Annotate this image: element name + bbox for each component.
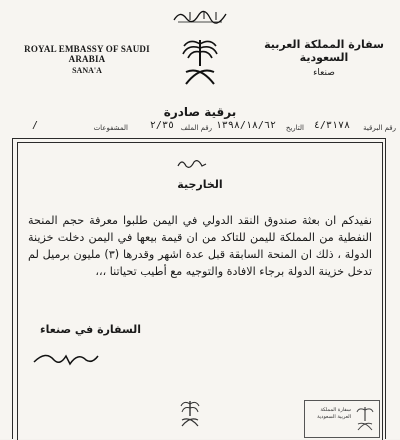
date-label: التاريخ [285, 124, 304, 132]
attachments-label: المشفوعات [93, 124, 128, 132]
stamp-emblem-icon [355, 405, 375, 433]
file-number-value: ٢/٣٥ [149, 120, 174, 131]
telegram-number-label: رقم البرقية [363, 124, 396, 132]
document-type-title: برقية صادرة [163, 105, 237, 119]
emblem-seal-icon [179, 398, 201, 430]
city-name-en: SANA'A [72, 66, 102, 75]
stamp-text: سفارة المملكة العربية السعودية [317, 407, 351, 420]
city-name-ar: صنعاء [313, 68, 335, 78]
embassy-stamp [304, 400, 380, 438]
file-number-label: رقم الملف [180, 124, 212, 132]
reference-row [0, 118, 400, 140]
embassy-name-en: ROYAL EMBASSY OF SAUDI ARABIA [24, 44, 150, 64]
date-value: ١٣٩٨/١٨/٦٢ [215, 120, 276, 131]
signer-name: السفارة في صنعاء [40, 323, 142, 336]
message-body: نفيدكم ان بعثة صندوق النقد الدولي في اليمن طلبوا معرفة حجم المنحة النفطية من المملكة لليمن للتاكد من ان قيمة بيعها في اليمن دخلت خزينة الدولة ، ذلك ان المنحة السابقة قبل عدة اشهر وقدرها (٣) مليون برميل لم تدخل خزينة الدولة برجاء الافادة والتوجيه مع أطيب تحياتنا ،،، [28, 214, 372, 278]
english-letterhead [12, 44, 162, 75]
basmala-calligraphy [170, 6, 230, 26]
attachments-value: / [31, 120, 38, 131]
saudi-emblem-icon [180, 36, 220, 88]
arabic-letterhead [254, 38, 394, 78]
telegram-number-value: ٤/٣١٧٨ [313, 120, 350, 131]
embassy-name-ar: سفارة المملكة العربية السعودية [264, 38, 384, 64]
signature [30, 344, 102, 370]
recipient: الخارجية [177, 178, 223, 191]
handwritten-note [172, 154, 212, 174]
